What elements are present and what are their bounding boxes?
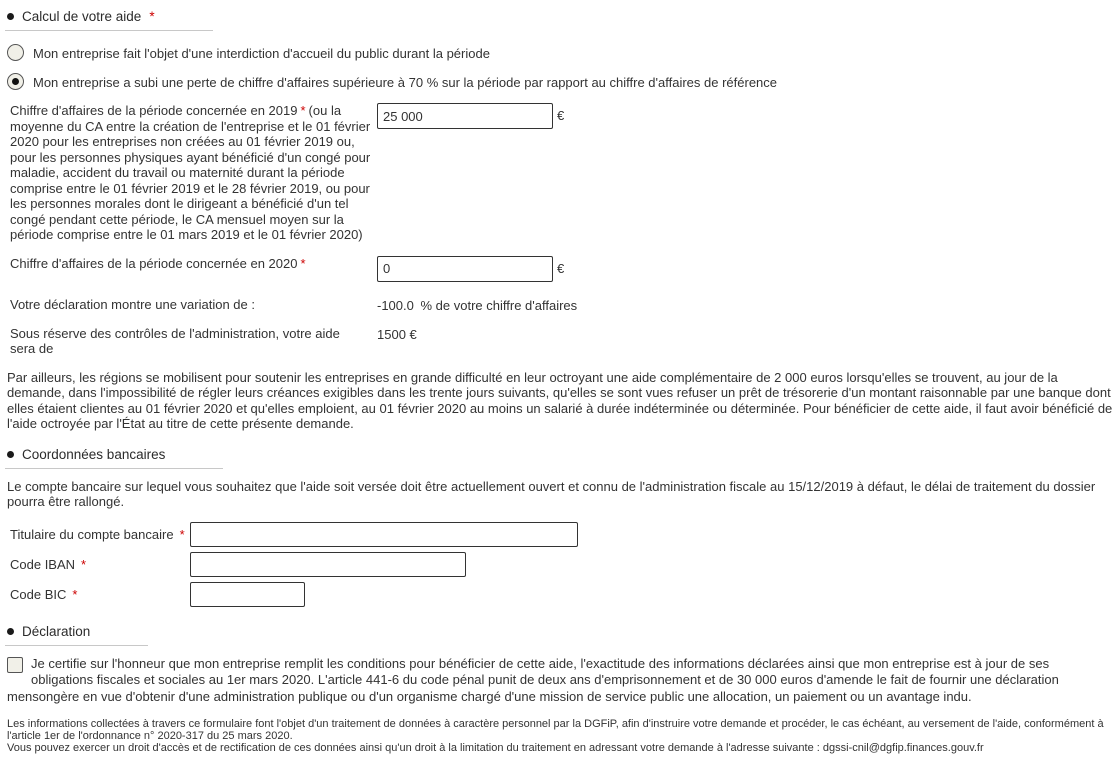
ca-2019-label-main: Chiffre d'affaires de la période concernée en 2019	[10, 103, 298, 118]
euro-symbol: €	[557, 260, 565, 276]
euro-symbol: €	[557, 108, 565, 123]
bic-label: Code BIC *	[10, 586, 78, 602]
section-bullet-icon	[7, 13, 14, 20]
aide-amount: 1500 €	[377, 326, 417, 342]
aide-row	[5, 326, 1115, 357]
legal-footer-line2: Vous pouvez exercer un droit d'accès et de rectification de ces données ainsi qu'un droit à la limitation du traitement en adressant votre demande à l'adresse suivante : dgssi-cnil@dgfip.finances.gouv.fr	[7, 742, 984, 754]
variation-percent: -100.0	[377, 297, 414, 313]
aid-option-radio-perte-ca[interactable]	[7, 73, 24, 90]
section-title-bancaires: Coordonnées bancaires	[22, 446, 166, 462]
iban-input[interactable]	[190, 552, 466, 577]
required-marker: *	[179, 526, 185, 542]
required-marker: *	[300, 255, 306, 271]
iban-label: Code IBAN *	[10, 556, 87, 572]
required-marker: *	[300, 103, 306, 118]
ca-2019-input[interactable]	[377, 103, 553, 129]
ca-2020-row	[5, 256, 1115, 282]
bic-row	[5, 582, 1115, 607]
required-marker: *	[81, 556, 87, 572]
required-marker: *	[149, 9, 155, 24]
ca-2020-input[interactable]	[377, 256, 553, 282]
variation-label: Votre déclaration montre une variation de :	[10, 296, 255, 312]
bank-intro: Le compte bancaire sur lequel vous souhaitez que l'aide soit versée doit être actuellement ouvert et connu de l'administration fiscale au 15/12/2019 à défaut, le délai de traitement du dossier pourra être rallongé.	[7, 478, 1096, 509]
aid-option-row-perte-ca[interactable]	[7, 73, 1115, 91]
aid-option-label-perte-ca[interactable]: Mon entreprise a subi une perte de chiffre d'affaires supérieure à 70 % sur la période par rapport au chiffre d'affaires de référence	[33, 74, 778, 90]
ca-2019-row	[5, 103, 1115, 243]
ca-2019-label	[5, 103, 377, 243]
bic-input[interactable]	[190, 582, 305, 607]
variation-row	[5, 297, 1115, 313]
bank-holder-row	[5, 522, 1115, 547]
section-bullet-icon	[7, 628, 14, 635]
legal-footer-line1: Les informations collectées à travers ce formulaire font l'objet d'un traitement de données à caractère personnel par la DGFiP, afin d'instruire votre demande et procéder, le cas échéant, au versement de l'aide, conformément à l'article 1er de l'ordonnance n° 2020-317 du 25 mars 2020.	[7, 718, 1104, 742]
bank-holder-label: Titulaire du compte bancaire *	[10, 526, 185, 542]
declaration-block	[5, 656, 1115, 706]
bank-holder-input[interactable]	[190, 522, 578, 547]
certify-checkbox[interactable]	[7, 657, 23, 673]
section-bullet-icon	[7, 451, 14, 458]
variation-suffix: % de votre chiffre d'affaires	[420, 297, 578, 313]
section-header-declaration	[5, 623, 148, 646]
required-marker: *	[72, 586, 78, 602]
ca-2020-label	[5, 256, 377, 272]
iban-row	[5, 552, 1115, 577]
aid-option-radio-interdiction[interactable]	[7, 44, 24, 61]
certify-statement[interactable]: Je certifie sur l'honneur que mon entreprise remplit les conditions pour bénéficier de cette aide, l'exactitude des informations déclarées ainsi que mon entreprise est à jour de ses obligations fiscales et sociales au 1er mars 2020. L'article 441-6 du code pénal punit de deux ans d'emprisonnement et de 30 000 euros d'amende le fait de fournir une déclaration mensongère en vue d'obtenir d'une administration publique ou d'un organisme chargé d'une mission de service public une allocation, un paiement ou un avantage indu.	[7, 655, 1059, 704]
aid-option-row-interdiction[interactable]	[7, 44, 1115, 62]
section-title-declaration: Déclaration	[22, 623, 91, 639]
ca-2020-label-main: Chiffre d'affaires de la période concernée en 2020	[10, 255, 298, 271]
aide-label: Sous réserve des contrôles de l'administration, votre aide sera de	[10, 325, 340, 356]
ca-2019-label-detail: (ou la moyenne du CA entre la création de l'entreprise et le 01 février 2020 pour les entreprises non créées au 01 février 2019 ou, pour les personnes physiques ayant bénéficié d'un congé pour maladie, accident du travail ou maternité durant la période comprise entre le 01 février 2019 et le 28 février 2019, ou pour les personnes morales dont le dirigeant a bénéficié d'un tel congé pendant cette période, le CA mensuel moyen sur la période comprise entre le 01 mars 2019 et le 01 février 2020)	[10, 103, 371, 242]
section-header-bancaires	[5, 446, 223, 469]
variation-value	[377, 297, 577, 313]
section-header-calcul	[5, 8, 213, 31]
section-title-calcul: Calcul de votre aide	[22, 9, 142, 24]
aid-option-label-interdiction[interactable]: Mon entreprise fait l'objet d'une interdiction d'accueil du public durant la période	[33, 46, 490, 61]
legal-footer	[5, 719, 1115, 755]
regions-note: Par ailleurs, les régions se mobilisent pour soutenir les entreprises en grande difficulté en leur octroyant une aide complémentaire de 2 000 euros lorsqu'elles se trouvent, au jour de la demande, dans l'impossibilité de régler leurs créances exigibles dans les trente jours suivants, qu'elles se sont vues refuser un prêt de trésorerie d'un montant raisonnable par une banque dont elles étaient clientes au 01 février 2020 et qu'elles emploient, au 01 février 2020 au moins un salarié à durée indéterminée ou déterminée. Pour bénéficier de cette aide, il faut avoir bénéficié de l'aide octroyée par l'État au titre de cette présente demande.	[7, 369, 1113, 431]
